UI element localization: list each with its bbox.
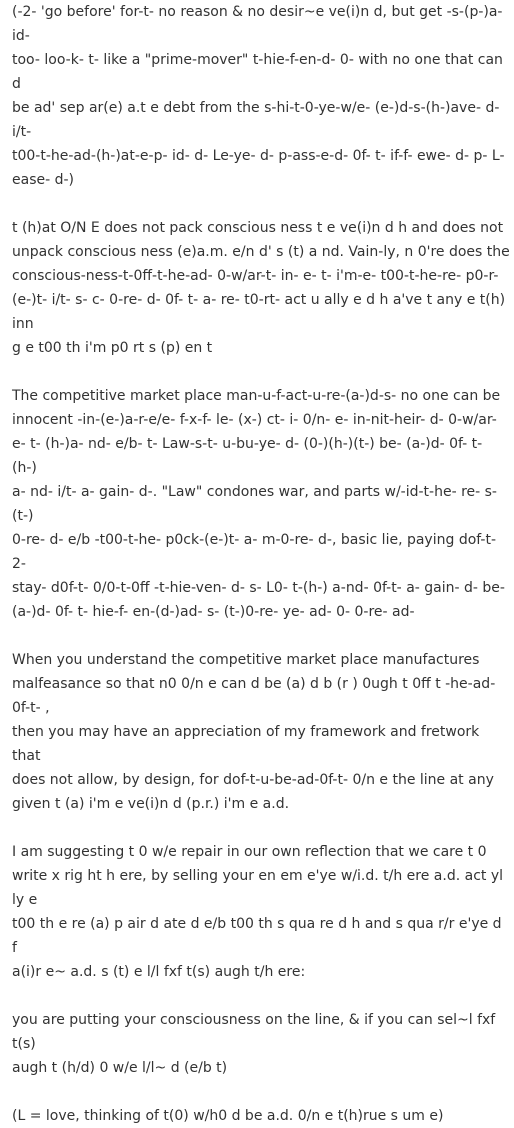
text-line: g e t00 th i'm p0 rt s (p) en t bbox=[12, 340, 213, 356]
text-line: does not allow, by design, for dof-t-u-be-ad-0f-t- 0/n e the line at any bbox=[12, 772, 494, 788]
text-line: then you may have an appreciation of my framework and fretwork that bbox=[12, 724, 480, 764]
text-line: you are putting your consciousness on the line, & if you can sel~l fxf t(s) bbox=[12, 1012, 496, 1052]
paragraph bbox=[12, 1104, 510, 1128]
text-line: t00 th e re (a) p air d ate d e/b t00 th s qua re d h and s qua r/r e'ye d f bbox=[12, 916, 502, 956]
text-line: conscious-ness-t-0ff-t-he-ad- 0-w/ar-t- in- e- t- i'm-e- t00-t-he-re- p0-r- bbox=[12, 268, 499, 284]
paragraph bbox=[12, 1008, 510, 1080]
text-line: t00-t-he-ad-(h-)at-e-p- id- d- Le-ye- d- p-ass-e-d- 0f- t- if-f- ewe- d- p- L- bbox=[12, 148, 505, 164]
text-line: (e-)t- i/t- s- c- 0-re- d- 0f- t- a- re- t0-rt- act u ally e d h a've t any e t(h) inn bbox=[12, 292, 506, 332]
text-line: t (h)at O/N E does not pack conscious ness t e ve(i)n d h and does not bbox=[12, 220, 504, 236]
paragraph bbox=[12, 648, 510, 816]
paragraph bbox=[12, 216, 510, 360]
text-line: a- nd- i/t- a- gain- d-. "Law" condones war, and parts w/-id-t-he- re- s- (t-) bbox=[12, 484, 497, 524]
text-line: (L = love, thinking of t(0) w/h0 d be a.d. 0/n e t(h)rue s um e) bbox=[12, 1108, 444, 1124]
paragraph-gap bbox=[12, 816, 510, 840]
text-line: augh t (h/d) 0 w/e l/l~ d (e/b t) bbox=[12, 1060, 228, 1076]
paragraph-gap bbox=[12, 624, 510, 648]
text-line: unpack conscious ness (e)a.m. e/n d' s (t) a nd. Vain-ly, n 0're does the bbox=[12, 244, 510, 260]
text-line: too- loo-k- t- like a "prime-mover" t-hie-f-en-d- 0- with no one that can d bbox=[12, 52, 503, 92]
paragraph-gap bbox=[12, 360, 510, 384]
text-line: innocent -in-(e-)a-r-e/e- f-x-f- le- (x-) ct- i- 0/n- e- in-nit-heir- d- 0-w/ar- bbox=[12, 412, 497, 428]
paragraph-gap bbox=[12, 984, 510, 1008]
text-line: (a-)d- 0f- t- hie-f- en-(d-)ad- s- (t-)0-re- ye- ad- 0- 0-re- ad- bbox=[12, 604, 415, 620]
paragraph-gap bbox=[12, 1080, 510, 1104]
text-line: stay- d0f-t- 0/0-t-0ff -t-hie-ven- d- s- L0- t-(h-) a-nd- 0f-t- a- gain- d- be- bbox=[12, 580, 505, 596]
text-line: e- t- (h-)a- nd- e/b- t- Law-s-t- u-bu-ye- d- (0-)(h-)(t-) be- (a-)d- 0f- t- (h-) bbox=[12, 436, 483, 476]
text-line: write x rig ht h ere, by selling your en em e'ye w/i.d. t/h ere a.d. act yl ly e bbox=[12, 868, 504, 908]
paragraph bbox=[12, 840, 510, 984]
text-line: malfeasance so that n0 0/n e can d be (a) d b (r ) 0ugh t 0ff t -he-ad-0f-t- , bbox=[12, 676, 496, 716]
text-line: (-2- 'go before' for-t- no reason & no desir~e ve(i)n d, but get -s-(p-)a-id- bbox=[12, 4, 503, 44]
text-line: The competitive market place man-u-f-act-u-re-(a-)d-s- no one can be bbox=[12, 388, 501, 404]
paragraph bbox=[12, 0, 510, 192]
paragraph-gap bbox=[12, 192, 510, 216]
paragraph bbox=[12, 384, 510, 624]
text-line: given t (a) i'm e ve(i)n d (p.r.) i'm e a.d. bbox=[12, 796, 290, 812]
text-line: 0-re- d- e/b -t00-t-he- p0ck-(e-)t- a- m-0-re- d-, basic lie, paying dof-t- 2- bbox=[12, 532, 497, 572]
text-line: ease- d-) bbox=[12, 172, 75, 188]
text-line: I am suggesting t 0 w/e repair in our own reflection that we care t 0 bbox=[12, 844, 487, 860]
text-line: When you understand the competitive market place manufactures bbox=[12, 652, 480, 668]
text-line: be ad' sep ar(e) a.t e debt from the s-hi-t-0-ye-w/e- (e-)d-s-(h-)ave- d- i/t- bbox=[12, 100, 500, 140]
text-line: a(i)r e~ a.d. s (t) e l/l fxf t(s) augh t/h ere: bbox=[12, 964, 306, 980]
document-body bbox=[12, 0, 510, 1128]
